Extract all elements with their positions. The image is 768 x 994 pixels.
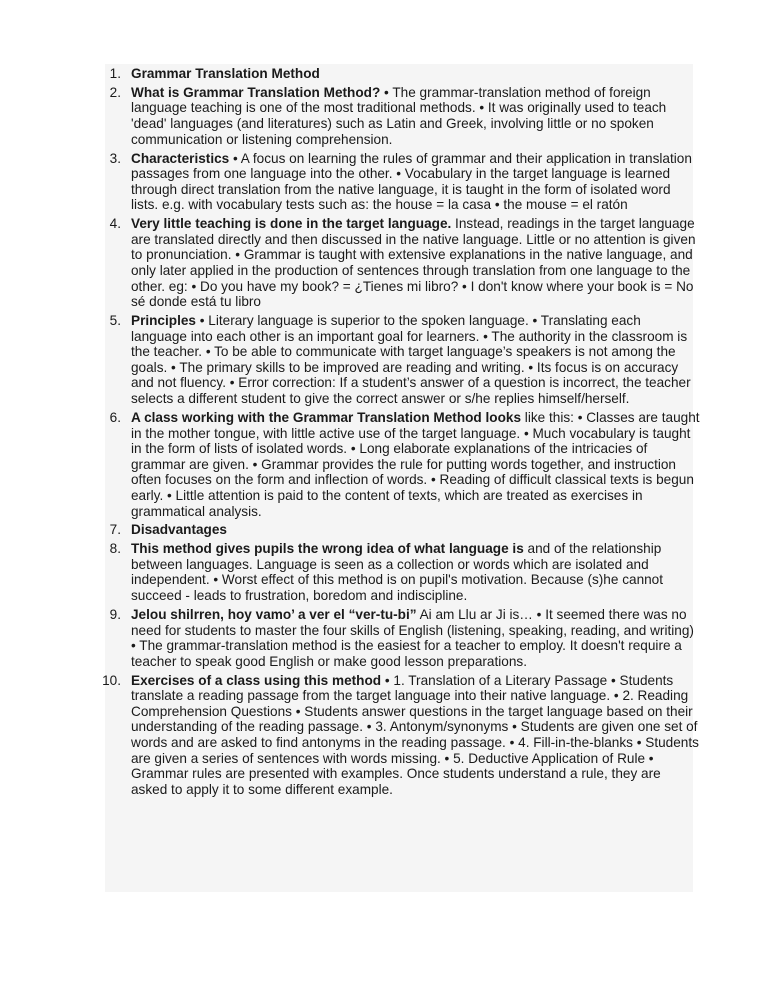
numbered-list [0,66,700,801]
item-number: 9. [109,606,121,622]
item-number: 6. [109,409,121,425]
list-item [0,522,700,538]
item-text: Ai am Llu ar Ji is… • It seemed there was no need for students to master the four skills of English (listening, speaking, reading, and writing) • The grammar-translation method is the easiest for a teacher to employ. It doesn't require a teacher to speak good English or make good lesson preparations. [131,606,694,669]
item-number: 7. [109,522,121,538]
item-text: and of the relationship between languages. Language is seen as a collection or words which are isolated and independent. • Worst effect of this method is on pupil's motivation. Because (s)he cannot succeed - leads to frustration, boredom and indiscipline. [131,541,664,604]
item-heading: What is Grammar Translation Method? [131,84,381,100]
item-heading: Jelou shilrren, hoy vamo’ a ver el “ver-tu-bi” [131,606,417,622]
item-heading: This method gives pupils the wrong idea of what language is [131,541,524,557]
list-item [0,673,700,798]
item-text: • Literary language is superior to the spoken language. • Translating each language into each other is an important goal for learners. • The authority in the classroom is the teacher. • To be able to communicate with target language’s speakers is not among the goals. • The primary skills to be improved are reading and writing. • Its focus is on accuracy and not fluency. • Error correction: If a student’s answer of a question is incorrect, the teacher selects a different student to give the correct answer or s/he replies himself/herself. [131,313,691,407]
item-heading: Characteristics [131,150,230,166]
item-heading: Very little teaching is done in the target language. [131,216,452,232]
item-number: 8. [109,541,121,557]
list-item [0,410,700,519]
item-heading: Exercises of a class using this method [131,672,382,688]
list-item [0,313,700,407]
item-number: 2. [109,84,121,100]
item-text: Instead, readings in the target language are translated directly and then discussed in the native language. Little or no attention is given to pronunciation. • Grammar is taught with extensive explanations in the native language, and only later applied in the production of sentences through translation from one language to the other. eg: • Do you have my book? = ¿Tienes mi libro? • I don't know where your book is = No sé donde está tu libro [131,216,696,310]
item-number: 3. [109,150,121,166]
item-number: 1. [109,66,121,81]
item-heading: Grammar Translation Method [131,66,320,81]
list-item [0,216,700,310]
item-number: 4. [109,216,121,232]
list-item [0,607,700,669]
list-item [0,85,700,147]
list-item [0,541,700,603]
item-text: like this: • Classes are taught in the mother tongue, with little active use of the target language. • Much vocabulary is taught in the form of lists of isolated words. • Long elaborate explanations of the intricacies of grammar are given. • Grammar provides the rule for putting words together, and instruction often focuses on the form and inflection of words. • Reading of difficult classical texts is begun early. • Little attention is paid to the content of texts, which are treated as exercises in grammatical analysis. [131,409,700,519]
item-text: • The grammar-translation method of foreign language teaching is one of the most traditional methods. • It was originally used to teach 'dead' languages (and literatures) such as Latin and Greek, involving little or no spoken communication or listening comprehension. [131,84,667,147]
item-number: 5. [109,313,121,329]
item-text: • A focus on learning the rules of grammar and their application in translation passages from one language into the other. • Vocabulary in the target language is learned through direct translation from the native language, it is taught in the form of isolated word lists. e.g. with vocabulary tests such as: the house = la casa • the mouse = el ratón [131,150,692,213]
item-heading: A class working with the Grammar Translation Method looks [131,409,522,425]
item-number: 10. [102,672,121,688]
item-heading: Disadvantages [131,522,227,538]
item-heading: Principles [131,313,196,329]
list-item [0,151,700,213]
item-text: • 1. Translation of a Literary Passage • Students translate a reading passage from the target language into their native language. • 2. Reading Comprehension Questions • Students answer questions in the target language based on their understanding of the reading passage. • 3. Antonym/synonyms • Students are given one set of words and are asked to find antonyms in the reading passage. • 4. Fill-in-the-blanks • Students are given a series of sentences with words missing. • 5. Deductive Application of Rule • Grammar rules are presented with examples. Once students understand a rule, they are asked to apply it to some different example. [131,672,699,797]
list-item [0,66,700,82]
